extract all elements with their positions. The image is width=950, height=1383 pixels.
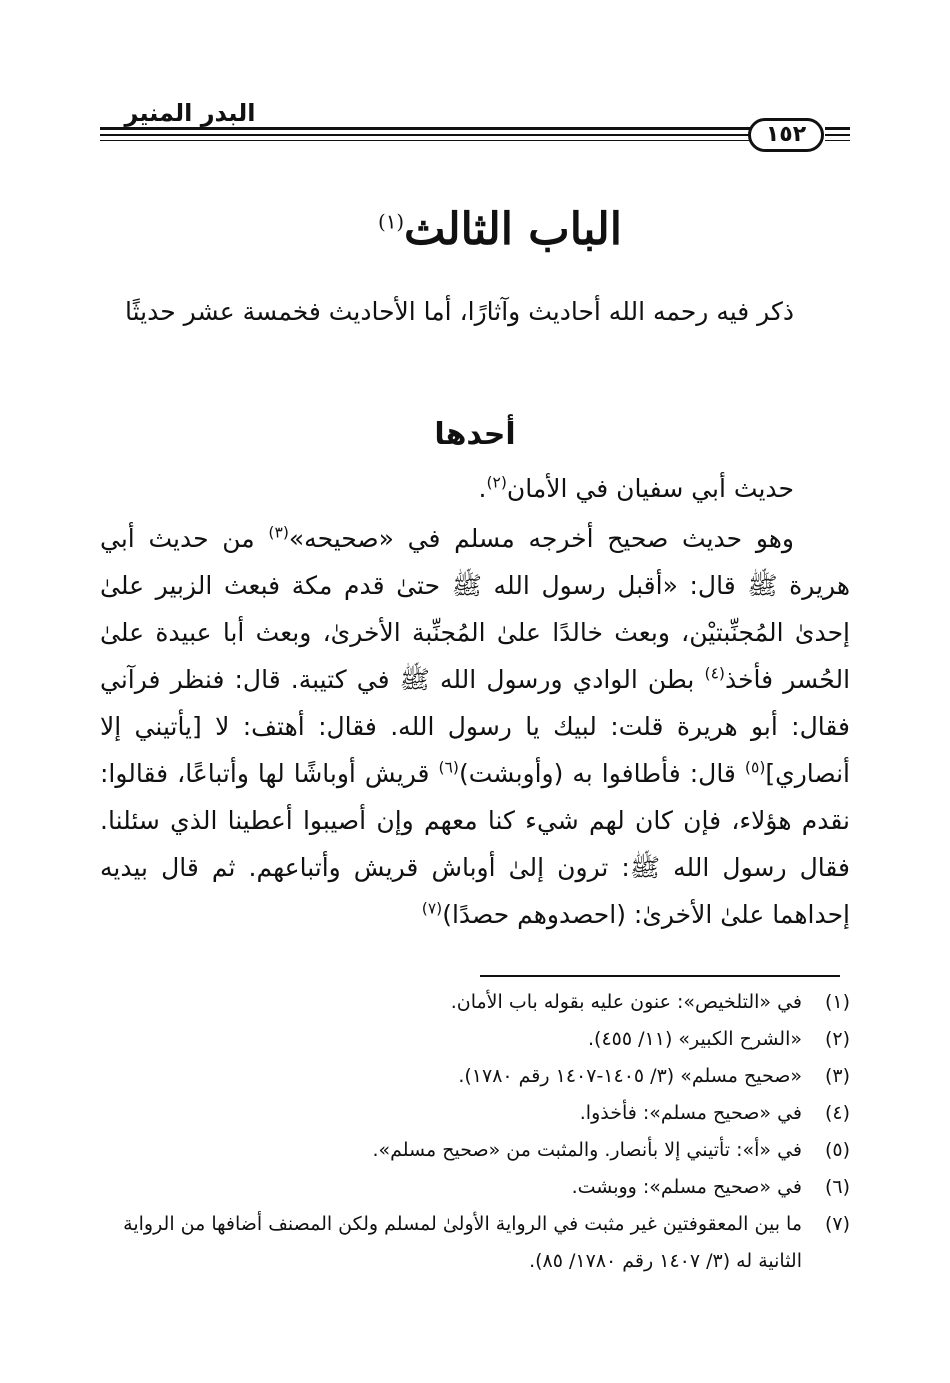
footnotes-list	[100, 984, 850, 1280]
hadith-title-end: .	[478, 474, 487, 503]
footnote-text: «صحيح مسلم» (٣/ ١٤٠٥-١٤٠٧ رقم ١٧٨٠).	[458, 1065, 802, 1087]
footnote-ref: (٣)	[268, 523, 289, 542]
footnote-text: «الشرح الكبير» (١١/ ٤٥٥).	[588, 1028, 802, 1050]
hadith-text: من حديث أبي هريرة ﷺ قال: «أقبل رسول الله ﷺ حتىٰ قدم مكة فبعث الزبير علىٰ إحدىٰ المُجنِّبتيْن، وبعث خالدًا علىٰ المُجنِّبة الأخرىٰ، وبعث أبا عبيدة علىٰ الحُسر فأخذ	[100, 524, 851, 694]
hadith-text: بطن الوادي ورسول الله ﷺ في كتيبة. قال: فنظر فرآني فقال: أبو هريرة قلت: لبيك يا رسول الله. فقال: أهتف: لا [يأتيني إلا أنصاري]	[100, 665, 850, 788]
footnote-ref: (٢)	[486, 473, 507, 492]
chapter-footnote-ref: (١)	[377, 210, 405, 234]
footnote-item	[100, 1021, 850, 1058]
running-header-title: البدر المنير	[124, 99, 256, 127]
intro-paragraph: ذكر فيه رحمه الله أحاديث وآثارًا، أما الأحاديث فخمسة عشر حديثًا	[125, 297, 794, 326]
section-heading: أحدها	[434, 417, 516, 452]
footnote-ref: (٧)	[421, 899, 443, 918]
hadith-title-text: حديث أبي سفيان في الأمان	[506, 474, 794, 503]
hadith-text: قال: فأطافوا به (وأوبشت)	[458, 759, 745, 788]
footnote-number: (٣)	[824, 1065, 850, 1087]
footnote-text: في «أ»: تأتيني إلا بأنصار. والمثبت من «صحيح مسلم».	[372, 1139, 802, 1161]
footnote-number: (٦)	[824, 1176, 850, 1198]
footnote-item	[100, 1095, 850, 1132]
footnote-item	[100, 1058, 850, 1095]
footnote-text: في «التلخيص»: عنون عليه بقوله باب الأمان.	[450, 991, 802, 1013]
footnote-number: (٤)	[824, 1102, 850, 1124]
footnote-number: (١)	[824, 991, 850, 1013]
header-rule	[100, 127, 750, 130]
hadith-text: وهو حديث صحيح أخرجه مسلم في «صحيحه»	[288, 524, 794, 553]
header-rule-tail	[825, 140, 850, 141]
footnote-ref: (٥)	[744, 758, 766, 777]
footnote-text: ما بين المعقوفتين غير مثبت في الرواية الأولىٰ لمسلم ولكن المصنف أضافها من الرواية الثانية له (٣/ ١٤٠٧ رقم ١٧٨٠/ ٨٥).	[123, 1213, 802, 1272]
header-rule	[100, 134, 750, 136]
footnote-item	[100, 984, 850, 1021]
footnote-number: (٢)	[824, 1028, 850, 1050]
page-number-frame	[748, 118, 824, 152]
hadith-title	[100, 465, 850, 512]
hadith-body	[100, 515, 850, 938]
footnote-item	[100, 1206, 850, 1280]
chapter-heading	[300, 200, 700, 260]
footnote-number: (٧)	[824, 1213, 850, 1235]
footnote-divider	[480, 975, 840, 977]
hadith-text: قريش أوباشًا لها وأتباعًا، فقالوا: نقدم هؤلاء، فإن كان لهم شيء كنا معهم وإن أصيبوا أعطينا الذي سئلنا. فقال رسول الله ﷺ: ترون إلىٰ أوباش قريش وأتباعهم. ثم قال بيديه إحداهما علىٰ الأخرىٰ: (احصدوهم حصدًا)	[100, 759, 850, 929]
footnote-item	[100, 1169, 850, 1206]
chapter-title: الباب الثالث	[404, 204, 623, 255]
header-rule	[100, 140, 750, 141]
footnote-ref: (٦)	[438, 758, 459, 777]
footnote-text: في «صحيح مسلم»: ووبشت.	[571, 1176, 802, 1198]
page-number: ١٥٢	[765, 122, 807, 147]
footnote-ref: (٤)	[704, 664, 725, 683]
footnote-text: في «صحيح مسلم»: فأخذوا.	[579, 1102, 802, 1124]
header-rule-tail	[825, 127, 850, 130]
header-rule-tail	[825, 134, 850, 136]
footnote-number: (٥)	[824, 1139, 850, 1161]
footnote-item	[100, 1132, 850, 1169]
